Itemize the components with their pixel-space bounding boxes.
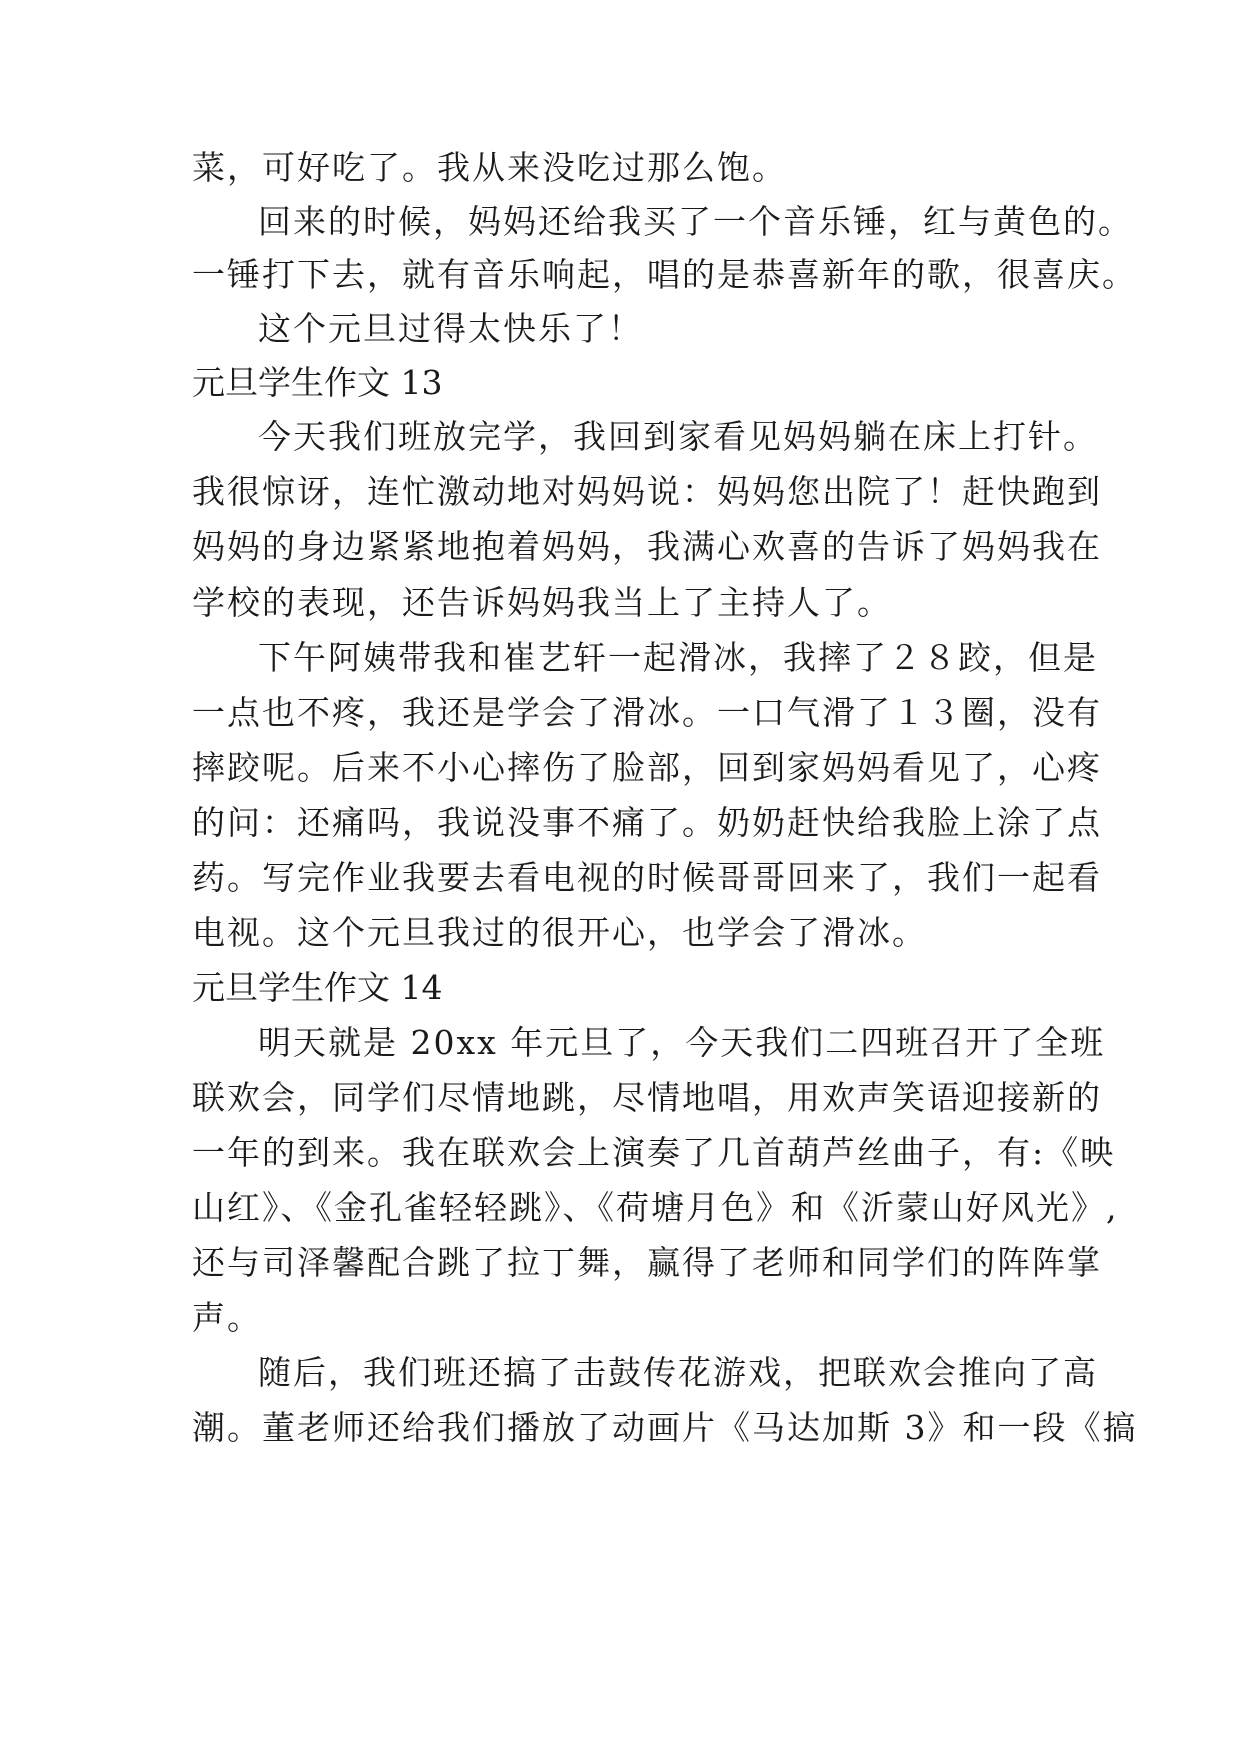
- paragraph-line: 今天我们班放完学，我回到家看见妈妈躺在床上打针。: [258, 417, 1098, 456]
- paragraph-line: 还与司泽馨配合跳了拉丁舞，赢得了老师和同学们的阵阵掌: [192, 1243, 1102, 1282]
- section-heading: 元旦学生作文 13: [192, 363, 443, 402]
- paragraph-line: 明天就是 20xx 年元旦了，今天我们二四班召开了全班: [258, 1023, 1106, 1062]
- paragraph-line: 一年的到来。我在联欢会上演奏了几首葫芦丝曲子，有:《映: [192, 1133, 1116, 1172]
- paragraph-line: 下午阿姨带我和崔艺轩一起滑冰，我摔了２８跤，但是: [258, 638, 1098, 677]
- paragraph-line: 联欢会，同学们尽情地跳，尽情地唱，用欢声笑语迎接新的: [192, 1078, 1102, 1117]
- paragraph-line: 学校的表现，还告诉妈妈我当上了主持人了。: [192, 583, 892, 622]
- paragraph-line: 声。: [192, 1298, 262, 1337]
- paragraph-line: 山红》、《金孔雀轻轻跳》、《荷塘月色》和《沂蒙山好风光》,: [192, 1188, 1119, 1227]
- paragraph-line: 随后，我们班还搞了击鼓传花游戏，把联欢会推向了高: [258, 1353, 1098, 1392]
- paragraph-line: 菜，可好吃了。我从来没吃过那么饱。: [192, 148, 787, 187]
- paragraph-line: 一点也不疼，我还是学会了滑冰。一口气滑了１３圈，没有: [192, 693, 1102, 732]
- paragraph-line: 妈妈的身边紧紧地抱着妈妈，我满心欢喜的告诉了妈妈我在: [192, 527, 1102, 566]
- paragraph-line: 电视。这个元旦我过的很开心，也学会了滑冰。: [192, 913, 927, 952]
- section-heading: 元旦学生作文 14: [192, 968, 443, 1007]
- paragraph-line: 的问：还痛吗，我说没事不痛了。奶奶赶快给我脸上涂了点: [192, 803, 1102, 842]
- paragraph-line: 我很惊讶，连忙激动地对妈妈说：妈妈您出院了！赶快跑到: [192, 472, 1102, 511]
- paragraph-line: 潮。董老师还给我们播放了动画片《马达加斯 3》和一段《搞: [192, 1408, 1138, 1447]
- paragraph-line: 药。写完作业我要去看电视的时候哥哥回来了，我们一起看: [192, 858, 1102, 897]
- paragraph-line: 这个元旦过得太快乐了！: [258, 309, 643, 348]
- paragraph-line: 摔跤呢。后来不小心摔伤了脸部，回到家妈妈看见了，心疼: [192, 748, 1102, 787]
- paragraph-line: 一锤打下去，就有音乐响起，唱的是恭喜新年的歌，很喜庆。: [192, 255, 1137, 294]
- paragraph-line: 回来的时候，妈妈还给我买了一个音乐锤，红与黄色的。: [258, 202, 1133, 241]
